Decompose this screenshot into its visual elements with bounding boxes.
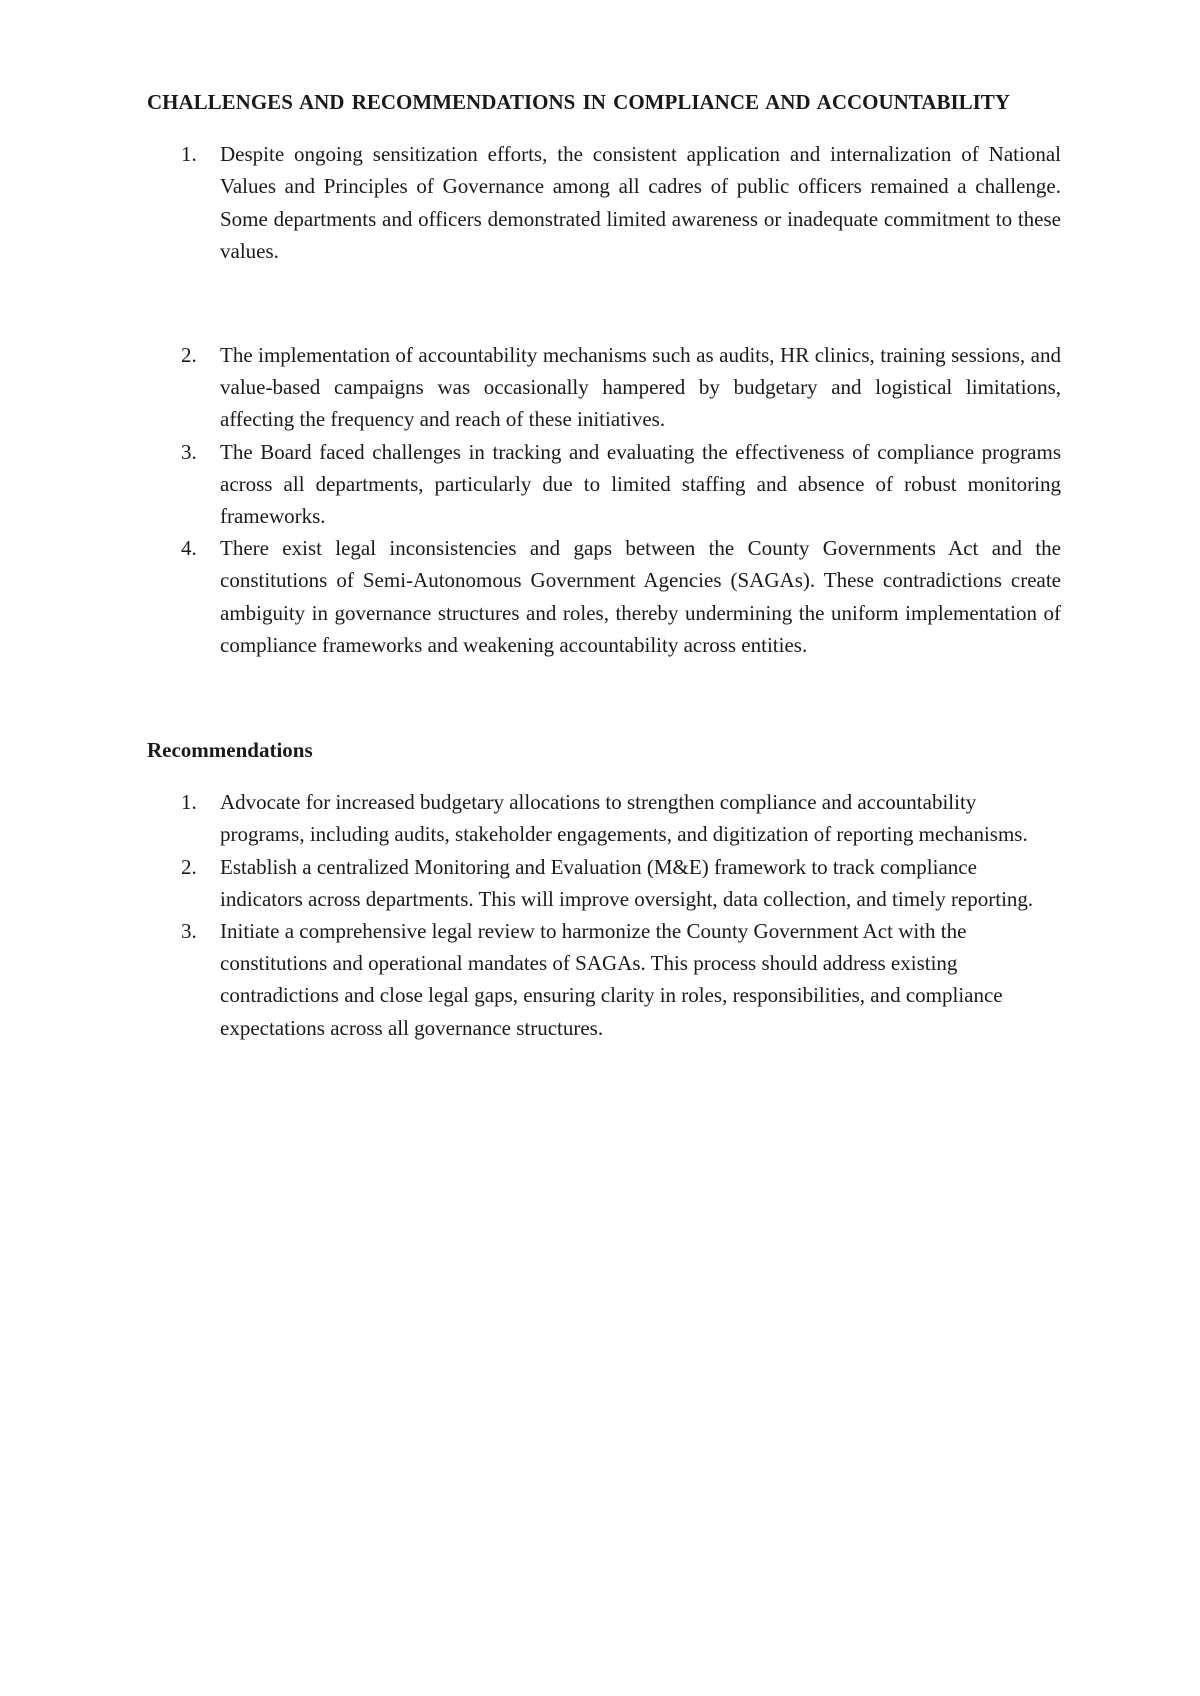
challenges-list <box>147 138 1061 661</box>
list-number: 3. <box>181 919 197 944</box>
recommendation-text: Advocate for increased budgetary allocations to strengthen compliance and accountability programs, including audits, stakeholder engagements, and digitization of reporting mechanisms. <box>220 790 1028 847</box>
recommendations-heading: Recommendations <box>147 738 313 763</box>
challenge-text: There exist legal inconsistencies and gaps between the County Governments Act and the constitutions of Semi-Autonomous Government Agencies (SAGAs). These contradictions create ambiguity in governance structures and roles, thereby undermining the uniform implementation of compliance frameworks and weakening accountability across entities. <box>220 536 1061 657</box>
list-number: 4. <box>181 536 197 561</box>
recommendations-list <box>147 786 1061 1044</box>
recommendation-item <box>147 915 1061 1044</box>
challenge-item <box>147 436 1061 533</box>
challenge-text: Despite ongoing sensitization efforts, the consistent application and internalization of National Values and Principles of Governance among all cadres of public officers remained a challenge. Some departments and officers demonstrated limited awareness or inadequate commitment to these values. <box>220 142 1061 263</box>
document-page <box>147 86 1061 1044</box>
recommendation-item <box>147 851 1061 915</box>
challenge-item <box>147 339 1061 436</box>
recommendation-text: Establish a centralized Monitoring and Evaluation (M&E) framework to track compliance indicators across departments. This will improve oversight, data collection, and timely reporting. <box>220 854 1034 911</box>
challenge-text: The implementation of accountability mechanisms such as audits, HR clinics, training sessions, and value-based campaigns was occasionally hampered by budgetary and logistical limitations, affecting the frequency and reach of these initiatives. <box>220 343 1061 432</box>
challenge-item <box>147 532 1061 661</box>
list-number: 3. <box>181 439 197 464</box>
list-number: 1. <box>181 790 197 815</box>
list-number: 2. <box>181 343 197 368</box>
recommendation-text: Initiate a comprehensive legal review to harmonize the County Government Act with the constitutions and operational mandates of SAGAs. This process should address existing contradictions and close legal gaps, ensuring clarity in roles, responsibilities, and compliance expectations across all governance structures. <box>220 919 1003 1040</box>
challenge-item <box>147 138 1061 267</box>
section-heading: CHALLENGES AND RECOMMENDATIONS IN COMPLIANCE AND ACCOUNTABILITY <box>147 90 1010 114</box>
challenge-text: The Board faced challenges in tracking and evaluating the effectiveness of compliance programs across all departments, particularly due to limited staffing and absence of robust monitoring frameworks. <box>220 439 1061 529</box>
list-number: 1. <box>181 142 197 167</box>
recommendation-item <box>147 786 1061 850</box>
list-number: 2. <box>181 854 197 879</box>
